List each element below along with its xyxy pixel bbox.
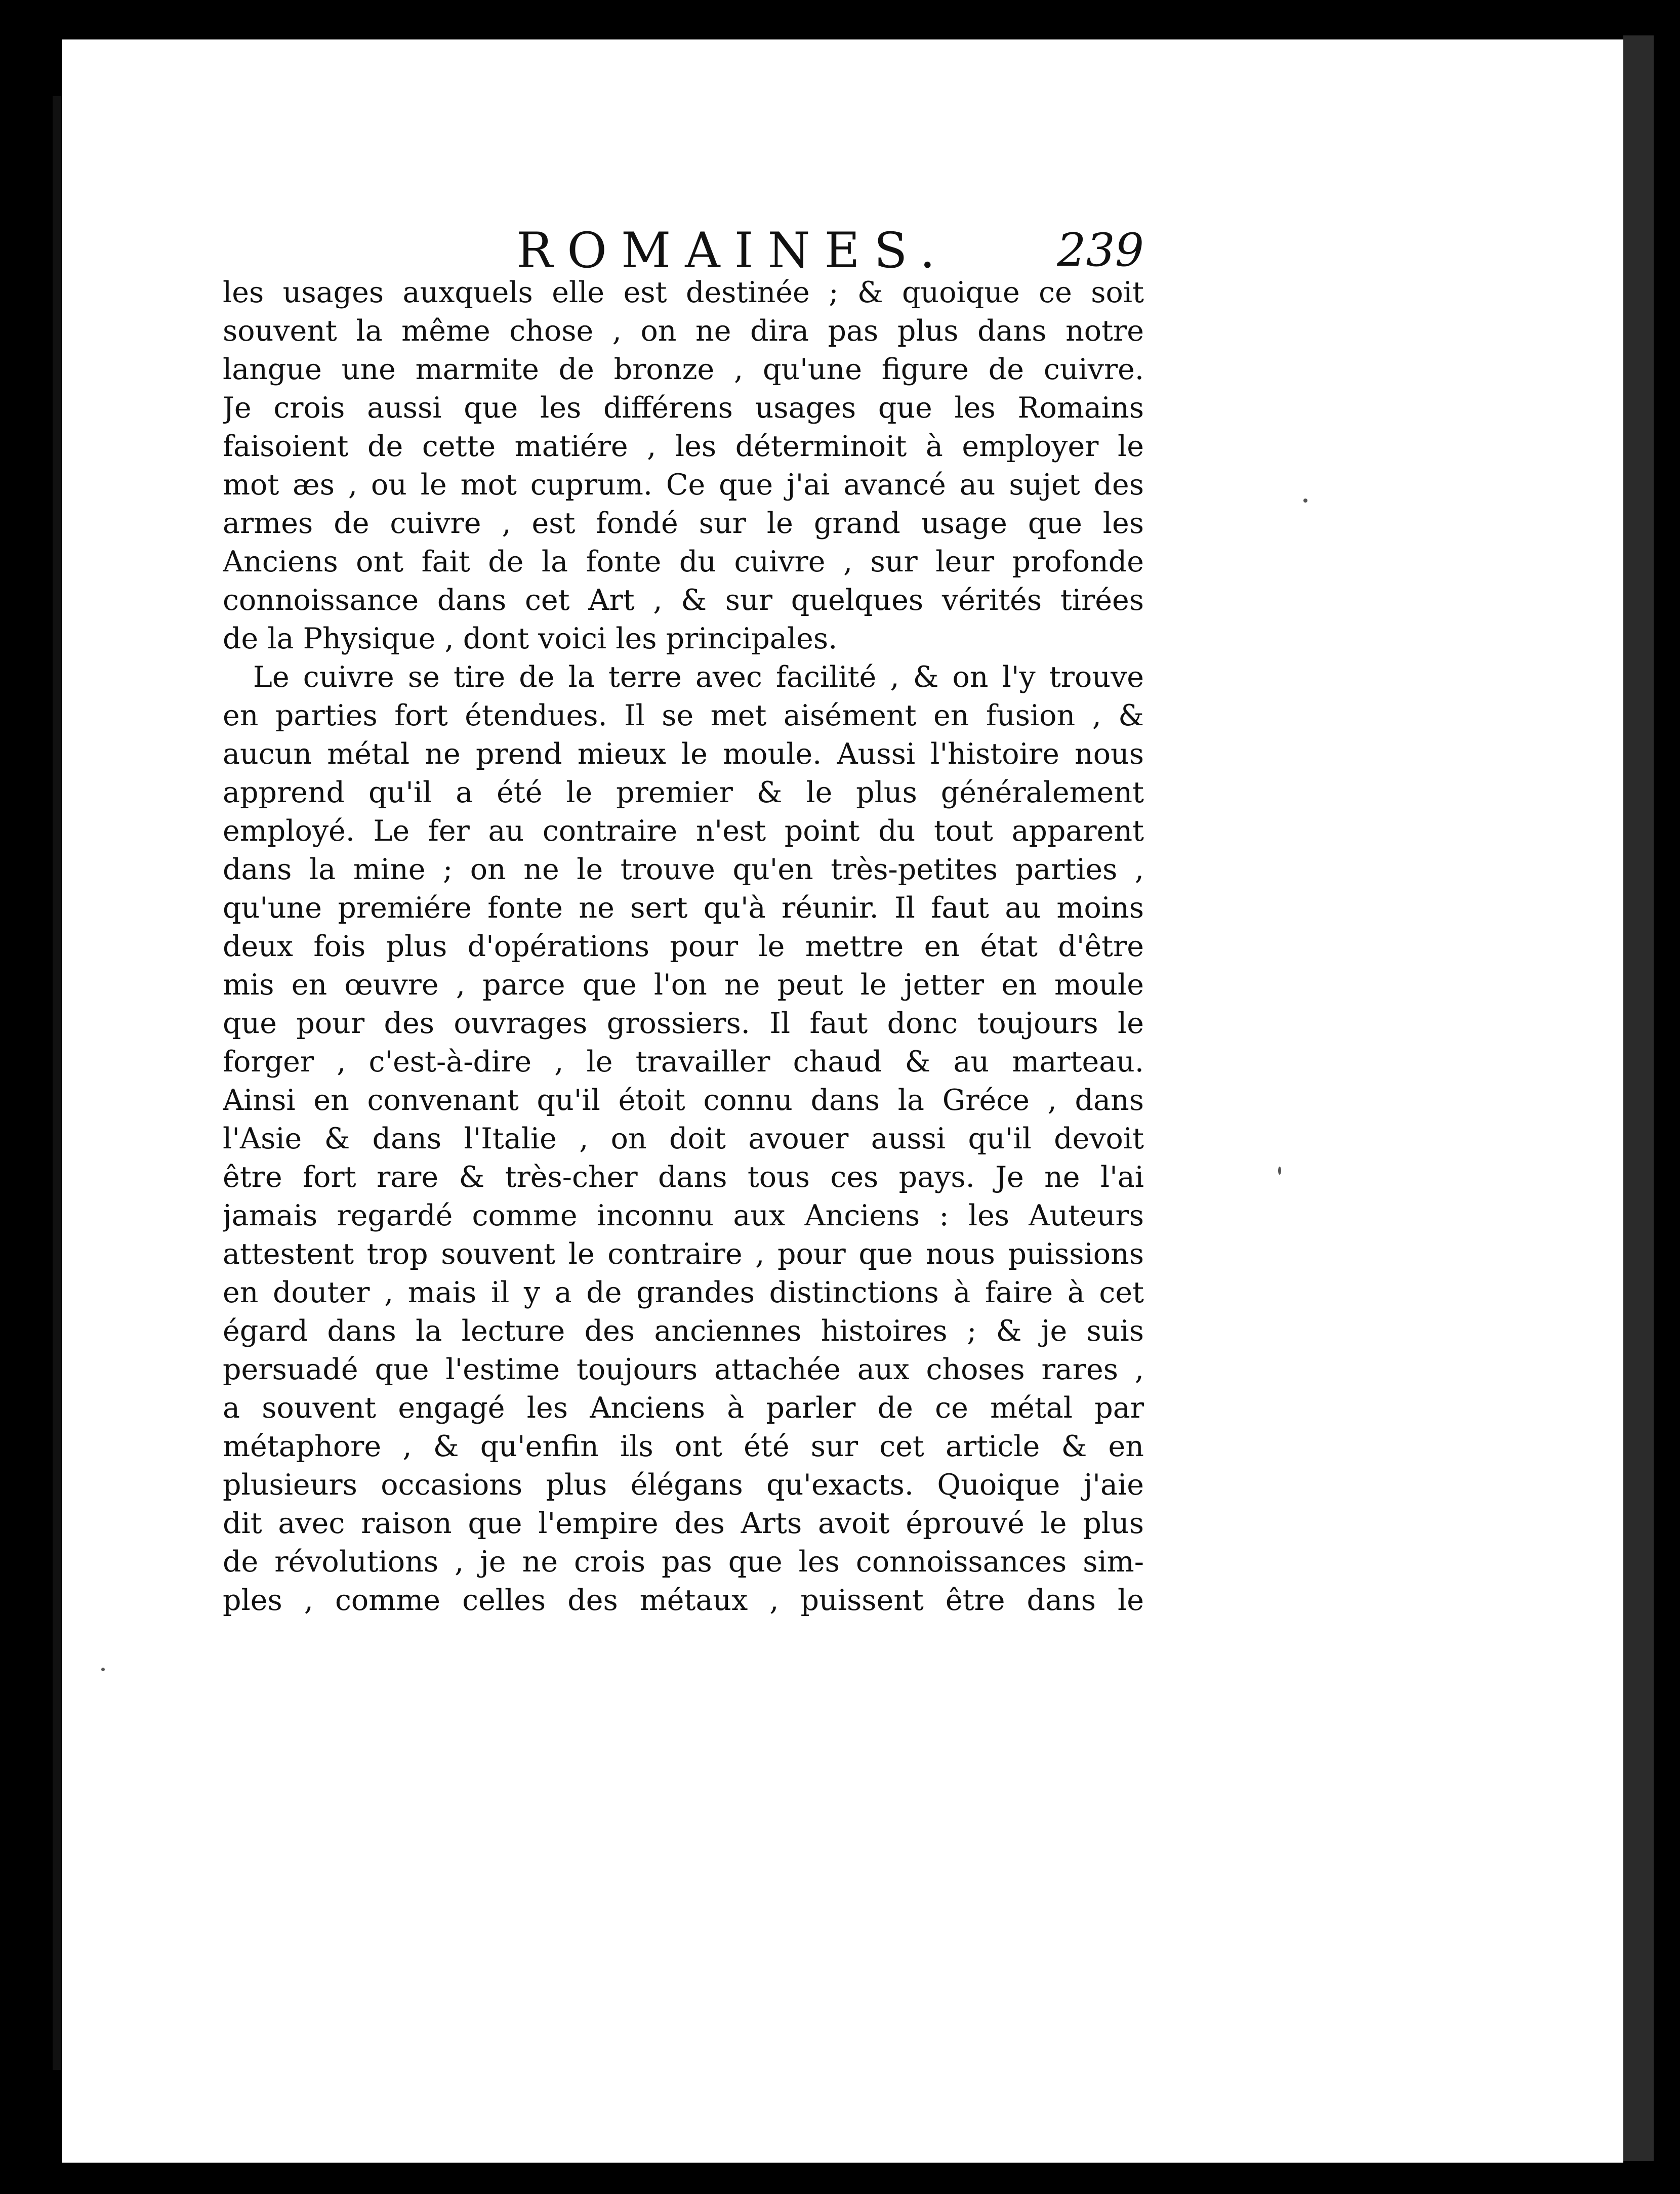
text-line: mis en œuvre , parce que l'on ne peut le jetter en moule [223,968,1144,1002]
text-line: employé. Le fer au contraire n'est point du tout apparent [223,814,1144,848]
text-line: que pour des ouvrages grossiers. Il faut donc toujours le [223,1007,1144,1040]
text-line: en douter , mais il y a de grandes distinctions à faire à cet [223,1276,1144,1309]
text-line: aucun métal ne prend mieux le moule. Aussi l'histoire nous [223,737,1144,771]
text-line: égard dans la lecture des anciennes histoires ; & je suis [223,1314,1144,1348]
text-line: attestent trop souvent le contraire , pour que nous puissions [223,1237,1144,1271]
binding-gutter [53,96,61,2070]
body-text [223,273,1144,1620]
text-line: langue une marmite de bronze , qu'une figure de cuivre. [223,353,1144,386]
scan-speck [1278,1167,1281,1175]
text-line: être fort rare & très-cher dans tous ces pays. Je ne l'ai [223,1161,1144,1194]
text-line: de révolutions , je ne crois pas que les connoissances sim- [223,1545,1144,1579]
text-line: Ainsi en convenant qu'il étoit connu dans la Gréce , dans [223,1084,1144,1117]
text-line: dit avec raison que l'empire des Arts avoit éprouvé le plus [223,1507,1144,1540]
paragraph-end-line: de la Physique , dont voici les principales. [223,622,838,655]
text-line: en parties fort étendues. Il se met aisément en fusion , & [223,699,1144,732]
running-head: ROMAINES. [516,222,950,279]
text-line: jamais regardé comme inconnu aux Anciens : les Auteurs [223,1199,1144,1232]
text-line: plusieurs occasions plus élégans qu'exacts. Quoique j'aie [223,1468,1144,1502]
text-line: forger , c'est-à-dire , le travailler chaud & au marteau. [223,1045,1144,1079]
text-line: connoissance dans cet Art , & sur quelques vérités tirées [223,584,1144,617]
page-edge-shadow [1623,35,1654,2161]
text-line: persuadé que l'estime toujours attachée aux choses rares , [223,1353,1144,1386]
text-line: Anciens ont fait de la fonte du cuivre , sur leur profonde [223,545,1144,578]
text-line: mot æs , ou le mot cuprum. Ce que j'ai avancé au sujet des [223,468,1144,502]
text-line: souvent la même chose , on ne dira pas plus dans notre [223,314,1144,348]
scan-speck [101,1668,105,1671]
text-line: armes de cuivre , est fondé sur le grand usage que les [223,507,1144,540]
text-line: deux fois plus d'opérations pour le mettre en état d'être [223,930,1144,963]
text-line: Je crois aussi que les différens usages que les Romains [223,391,1144,425]
text-line: qu'une premiére fonte ne sert qu'à réunir. Il faut au moins [223,891,1144,925]
text-line: faisoient de cette matiére , les déterminoit à employer le [223,430,1144,463]
text-line: les usages auxquels elle est destinée ; & quoique ce soit [223,276,1144,309]
page-number: 239 [1057,224,1144,277]
text-line: dans la mine ; on ne le trouve qu'en très-petites parties , [223,853,1144,886]
text-line: a souvent engagé les Anciens à parler de ce métal par [223,1391,1144,1425]
text-line: l'Asie & dans l'Italie , on doit avouer aussi qu'il devoit [223,1122,1144,1155]
text-line: apprend qu'il a été le premier & le plus généralement [223,776,1144,809]
scan-speck [1303,499,1307,503]
text-line: métaphore , & qu'enfin ils ont été sur cet article & en [223,1430,1144,1463]
paragraph-start-line: Le cuivre se tire de la terre avec facilité , & on l'y trouve [253,660,1144,694]
text-line: ples , comme celles des métaux , puissent être dans le [223,1584,1144,1617]
